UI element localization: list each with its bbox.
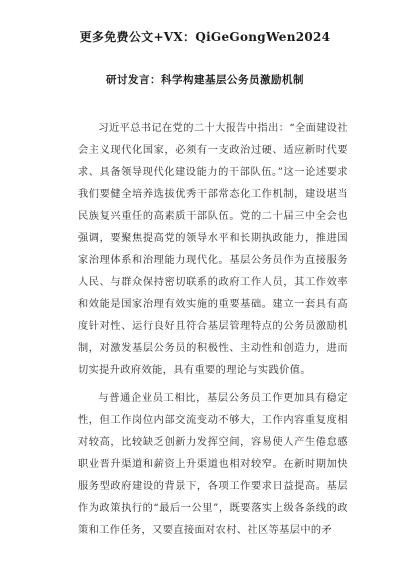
header-watermark: 更多免费公文+VX：QiGeGongWen2024: [79, 30, 331, 44]
paragraph-2: 与普通企业员工相比，基层公务员工作更加具有稳定性，但工作岗位内部交流变动不够大，工作内容重复度相对较高，比较缺乏创新力发挥空间，容易使人产生倦怠感职业晋升渠道和薪资上升渠道也相对较窄。在新时期加快服务型政府建设的背景下，各项工作要求日益提高。基层作为政策执行的“最后一公里”，既要落实上级各条线的政策和工作任务，又要直接面对农村、社区等基层中的矛: [78, 393, 348, 536]
document-title: 研讨发言：科学构建基层公务员激励机制: [106, 74, 304, 86]
paragraph-1: 习近平总书记在党的二十大报告中指出：“全面建设社会主义现代化国家，必须有一支政治过硬、适应新时代要求、具备领导现代化建设能力的干部队伍。”这一论述要求我们要健全培养选拔优秀干部常态化工作机制，建设堪当民族复兴重任的高素质干部队伍。党的二十届三中全会也强调，要聚焦提高党的领导水平和长期执政能力，推进国家治理体系和治理能力现代化。基层公务员作为直接服务人民、与群众保持密切联系的政府工作人员，其工作效率和效能是国家治理有效实施的重要基础。建立一套具有高度针对性、运行良好且符合基层管理特点的公务员激励机制，对激发基层公务员的积极性、主动性和创造力，进而切实提升政府效能，具有重要的理论与实践价值。: [78, 123, 348, 376]
document-body: [78, 118, 348, 548]
